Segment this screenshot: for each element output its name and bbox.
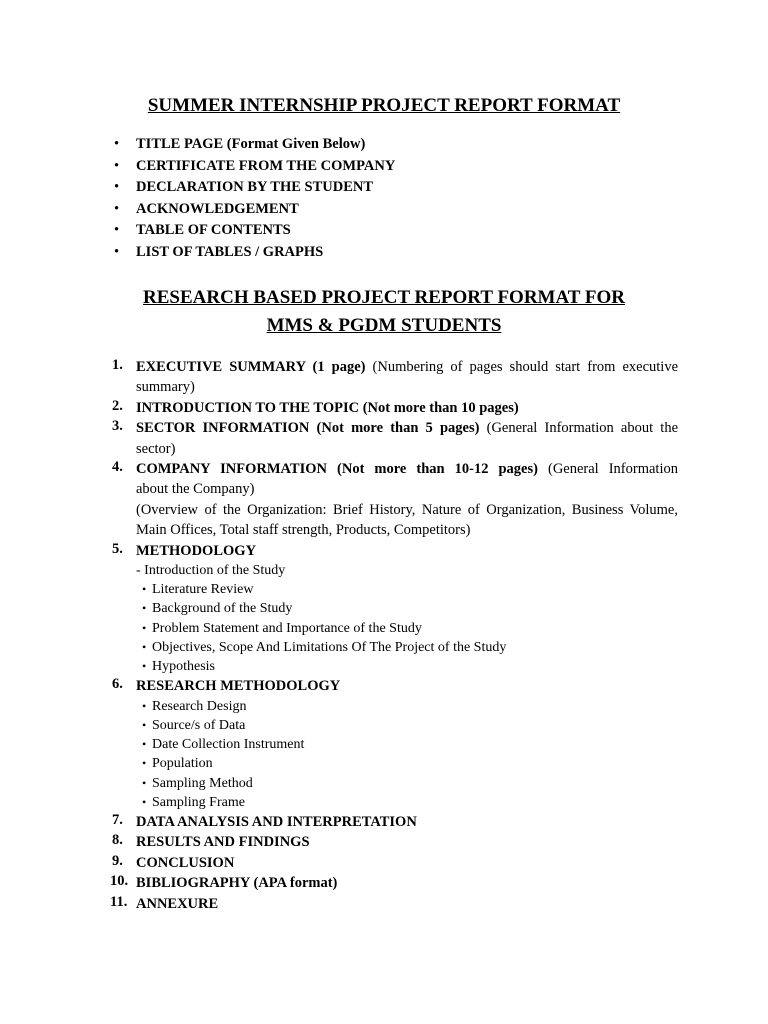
sub-item-label: Date Collection Instrument [152, 737, 305, 753]
sub-item-label: Objectives, Scope And Limitations Of The Project of the Study [152, 639, 507, 655]
list-item [112, 853, 678, 873]
item-note: (Numbering of pages should start from executive [372, 359, 679, 375]
sub-list-item [136, 619, 678, 638]
item-title: EXECUTIVE SUMMARY (1 page) [136, 359, 366, 375]
sub-item-label: Population [152, 756, 213, 772]
list-item-label: DECLARATION BY THE STUDENT [136, 179, 374, 196]
bullet-icon: • [142, 775, 147, 790]
sub-list-item [136, 716, 678, 735]
list-item [112, 199, 672, 221]
bullet-icon: • [142, 659, 147, 674]
item-number: 7. [112, 811, 123, 828]
bullet-icon: • [114, 243, 120, 260]
bullet-icon: • [142, 601, 147, 616]
item-title: INTRODUCTION TO THE TOPIC (Not more than 10 pages) [136, 399, 519, 416]
item-note: (General Information about the [486, 420, 679, 437]
bullet-icon: • [114, 200, 120, 217]
item-intro: - Introduction of the Study [136, 563, 286, 579]
sub-item-label: Hypothesis [152, 659, 215, 675]
sub-list-item [136, 599, 678, 618]
bullet-icon: • [114, 222, 120, 239]
list-item-label: LIST OF TABLES / GRAPHS [136, 243, 324, 260]
bullet-icon: • [142, 756, 147, 771]
list-item [112, 812, 678, 832]
list-item [112, 459, 678, 541]
item-number: 2. [112, 397, 123, 414]
sub-list-item [136, 793, 678, 812]
item-title: COMPANY INFORMATION (Not more than 10-12 pages) [136, 461, 538, 478]
list-item [112, 894, 678, 914]
sub-list-item [136, 580, 678, 599]
sub-item-label: Research Design [152, 698, 247, 714]
sub-list-item [136, 697, 678, 716]
sub-item-label: Source/s of Data [152, 717, 246, 733]
item-title: RESULTS AND FINDINGS [136, 834, 310, 851]
sub-list-item [136, 638, 678, 657]
list-item [112, 156, 672, 178]
list-item [112, 676, 678, 812]
item-title: BIBLIOGRAPHY (APA format) [136, 875, 338, 892]
item-title: DATA ANALYSIS AND INTERPRETATION [136, 813, 417, 830]
bullet-icon: • [142, 737, 147, 752]
item-number: 11. [110, 893, 128, 910]
item-number: 6. [112, 676, 123, 693]
item-note-cont: sector) [136, 440, 176, 457]
sub-item-label: Sampling Frame [152, 794, 245, 810]
sub-list-item [136, 657, 678, 676]
bullet-icon: • [114, 136, 120, 152]
list-item-label: TABLE OF CONTENTS [136, 222, 291, 239]
item-title: METHODOLOGY [136, 542, 257, 559]
item-number: 8. [112, 832, 123, 849]
list-item-note: (Format Given Below) [223, 136, 366, 152]
item-title: CONCLUSION [136, 854, 235, 871]
list-item [112, 873, 678, 893]
item-number: 4. [112, 459, 123, 476]
bullet-icon: • [114, 179, 120, 196]
item-note-cont: about the Company) [136, 481, 255, 498]
sub-item-label: Sampling Method [152, 775, 253, 791]
item-number: 10. [110, 873, 129, 890]
research-format-title-line1: RESEARCH BASED PROJECT REPORT FORMAT FOR [143, 287, 625, 308]
list-item [112, 398, 678, 418]
research-items-list [112, 357, 678, 914]
bullet-icon: • [142, 794, 147, 809]
summer-internship-title: SUMMER INTERNSHIP PROJECT REPORT FORMAT [147, 95, 621, 116]
bullet-icon: • [142, 582, 147, 597]
item-title: ANNEXURE [136, 895, 219, 912]
summer-items-list [112, 134, 672, 264]
bullet-icon: • [142, 620, 147, 635]
research-format-title-line2: MMS & PGDM STUDENTS [266, 315, 502, 336]
item-note-cont: summary) [136, 379, 195, 396]
list-item [112, 357, 678, 398]
sub-list-item [136, 774, 678, 793]
sub-list-item [136, 754, 678, 773]
bullet-icon: • [142, 639, 147, 654]
list-item [112, 242, 672, 264]
item-number: 3. [112, 418, 123, 435]
list-item-label: ACKNOWLEDGEMENT [136, 200, 299, 217]
item-overview-cont: Main Offices, Total staff strength, Products, Competitors) [136, 522, 471, 539]
list-item [112, 418, 678, 459]
list-item [112, 541, 678, 677]
item-title: RESEARCH METHODOLOGY [136, 678, 341, 695]
bullet-icon: • [142, 717, 147, 732]
list-item-label: CERTIFICATE FROM THE COMPANY [136, 157, 396, 174]
list-item [112, 220, 672, 242]
item-number: 1. [112, 357, 123, 373]
item-number: 9. [112, 852, 123, 869]
sub-item-label: Problem Statement and Importance of the Study [152, 620, 422, 636]
list-item-label: TITLE PAGE [136, 136, 224, 152]
sub-list-item [136, 735, 678, 754]
item-overview: (Overview of the Organization: Brief History, Nature of Organization, Business Volume, [136, 501, 678, 518]
item-title: SECTOR INFORMATION (Not more than 5 pages) [136, 420, 480, 437]
sub-item-label: Literature Review [152, 582, 254, 598]
sub-item-label: Background of the Study [152, 601, 293, 617]
list-item [112, 832, 678, 852]
bullet-icon: • [142, 698, 147, 713]
list-item [112, 134, 672, 156]
list-item [112, 177, 672, 199]
item-number: 5. [112, 540, 123, 557]
item-note: (General Information [547, 461, 678, 478]
bullet-icon: • [114, 157, 120, 174]
